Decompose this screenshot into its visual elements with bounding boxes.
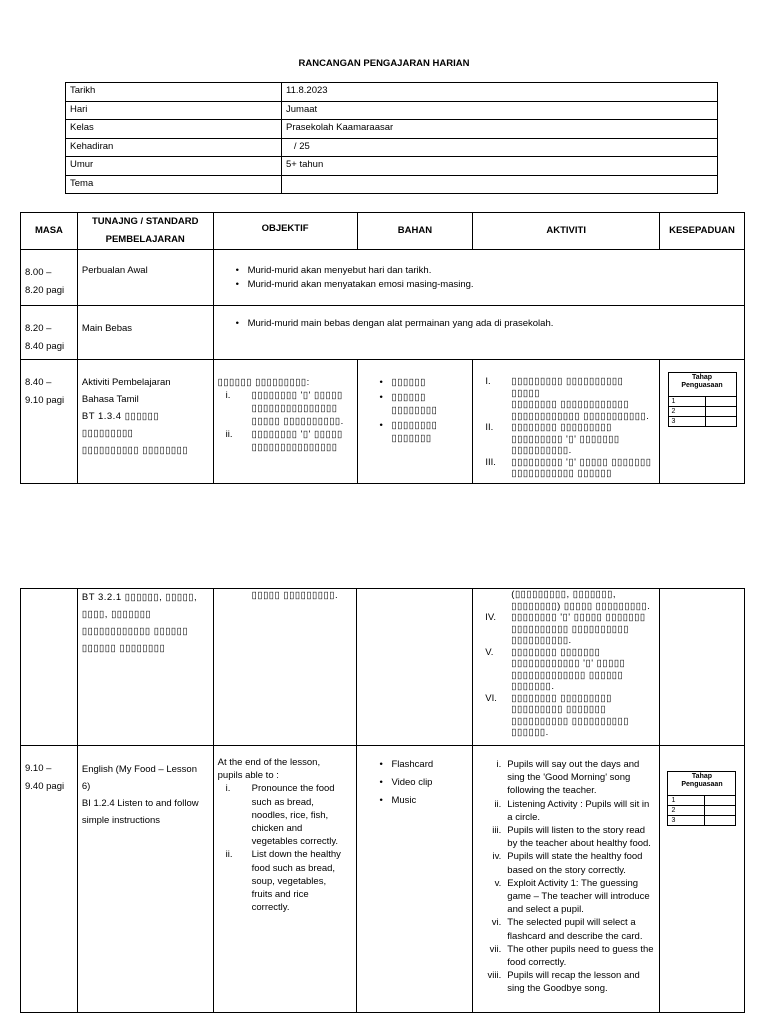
tunjang-cell <box>77 360 213 484</box>
tunjang-cell <box>77 589 213 746</box>
info-label: Tarikh <box>66 83 282 102</box>
item-number: iii. <box>492 825 502 837</box>
list-item <box>477 376 655 422</box>
info-label: Hari <box>66 101 282 120</box>
info-label: Kehadiran <box>66 138 282 157</box>
table-row <box>21 746 745 1013</box>
list-item <box>477 969 655 995</box>
masa-cell <box>21 306 78 360</box>
item-number: III. <box>485 456 496 468</box>
item-line: ▯▯▯▯▯▯▯▯▯ ▯▯▯▯▯▯▯▯▯▯ ▯▯▯▯▯ <box>511 376 624 399</box>
tunjang-line: BT 1.3.4 ▯▯▯▯▯▯ ▯▯▯▯▯▯▯▯▯ <box>81 411 160 439</box>
item-line: ▯▯▯▯▯▯▯▯ ▯▯▯▯▯▯▯▯▯ <box>511 422 612 433</box>
item-line: ▯▯▯▯▯▯▯▯▯▯ ▯▯▯▯▯▯▯▯▯▯ <box>511 715 629 727</box>
page-title: RANCANGAN PENGAJARAN HARIAN <box>298 58 470 69</box>
list-item <box>218 428 353 454</box>
list-item <box>477 422 655 457</box>
info-value: Jumaat <box>282 101 718 120</box>
tahap-level: 1 <box>668 397 705 407</box>
header-tunjang: TUNAJNG / STANDARD PEMBELAJARAN <box>77 213 213 250</box>
tahap-level: 3 <box>668 417 705 427</box>
tunjang-line: ▯▯▯▯▯▯ ▯▯▯▯▯▯▯▯ <box>81 643 166 654</box>
list-item <box>477 850 655 876</box>
info-row-hari <box>66 101 718 120</box>
item-text: Pupils will recap the lesson and sing the Goodbye song. <box>507 970 640 995</box>
tahap-level: 3 <box>668 816 705 826</box>
masa-cell <box>21 360 78 484</box>
aktiviti-cell <box>473 746 660 1013</box>
list-item <box>218 782 353 848</box>
list-item: • ▯▯▯▯▯▯▯▯ ▯▯▯▯▯▯▯ <box>380 419 469 445</box>
list-item <box>477 758 655 798</box>
item-line: ▯▯▯▯▯▯▯▯ ▯▯▯▯▯▯▯▯▯▯▯▯ <box>511 399 630 410</box>
aktiviti-list <box>477 612 655 739</box>
item-text: Pupils will say out the days and sing the 'Good Morning' song following the teacher. <box>507 759 640 797</box>
tahap-score <box>705 796 736 806</box>
aktiviti-continued: (▯▯▯▯▯▯▯▯▯, ▯▯▯▯▯▯▯, <box>511 589 617 600</box>
list-item <box>218 848 353 914</box>
masa-start: 8.20 – <box>25 323 52 334</box>
info-value <box>282 175 718 194</box>
item-line: ▯▯▯▯▯▯▯▯ ▯▯▯▯▯▯▯▯▯ <box>511 692 612 704</box>
objektif-list <box>218 389 353 454</box>
item-text: List down the healthy food such as bread, soup, vegetables, fruits and rice correctly. <box>251 849 341 914</box>
item-number: iv. <box>492 851 502 863</box>
item-line: ▯▯▯▯▯ ▯▯▯▯▯▯▯▯▯▯. <box>251 416 344 427</box>
list-item: • ▯▯▯▯▯▯ ▯▯▯▯▯▯▯▯ <box>380 391 469 417</box>
item-number: viii. <box>487 970 502 982</box>
item-text: Exploit Activity 1: The guessing game – The teacher will introduce and select a pupil. <box>507 877 650 916</box>
info-label: Umur <box>66 157 282 176</box>
list-item <box>477 943 655 969</box>
table-row <box>21 360 745 484</box>
tahap-score <box>705 417 736 427</box>
list-item <box>477 647 655 693</box>
header-objektif: OBJEKTIF <box>213 213 357 250</box>
masa-end: 9.10 pagi <box>25 395 65 406</box>
list-item <box>477 877 655 917</box>
item-line: ▯▯▯▯▯▯▯▯▯▯▯▯ ▯▯▯▯▯▯▯▯▯▯▯. <box>511 410 650 422</box>
item-line: ▯▯▯▯▯▯▯. <box>511 681 555 692</box>
tunjang-line: ▯▯▯▯, ▯▯▯▯▯▯▯ <box>81 609 152 620</box>
list-item: • Murid-murid main bebas dengan alat permainan yang ada di prasekolah. <box>236 317 740 331</box>
header-kesepaduan: KESEPADUAN <box>660 213 745 250</box>
info-row-kehadiran <box>66 138 718 157</box>
point-list <box>218 317 740 331</box>
masa-start: 9.10 – <box>25 763 52 774</box>
item-line: ▯▯▯▯▯▯▯▯▯ '▯' ▯▯▯▯▯▯▯ <box>511 433 620 445</box>
item-number: i. <box>225 390 231 401</box>
schedule-table <box>20 212 745 484</box>
tahap-score <box>705 806 736 816</box>
item-line: ▯▯▯▯▯▯▯▯▯ ▯▯▯▯▯▯▯ <box>511 704 607 715</box>
bahan-list <box>361 756 468 810</box>
objektif-intro: At the end of the lesson, <box>217 757 321 768</box>
info-row-tarikh <box>66 83 718 102</box>
info-value: 11.8.2023 <box>282 83 718 102</box>
header-bahan: BAHAN <box>357 213 473 250</box>
list-item <box>477 798 655 824</box>
item-line: ▯▯▯▯▯▯▯▯▯▯. <box>511 445 572 456</box>
item-line: ▯▯▯▯▯▯▯▯▯▯▯▯▯ ▯▯▯▯▯▯ <box>511 669 624 681</box>
objektif-intro: pupils able to : <box>217 770 279 782</box>
item-number: i. <box>225 783 231 795</box>
info-label: Tema <box>66 175 282 194</box>
header-masa: MASA <box>21 213 78 250</box>
point-list <box>218 264 740 291</box>
masa-start: 8.00 – <box>25 267 52 278</box>
info-row-kelas <box>66 120 718 139</box>
list-item: • Music <box>379 792 468 810</box>
info-row-tema <box>66 175 718 194</box>
objektif-intro: ▯▯▯▯▯▯ ▯▯▯▯▯▯▯▯▯: <box>217 377 310 388</box>
tahap-level: 2 <box>668 407 705 417</box>
tunjang-line: English (My Food – Lesson <box>81 764 197 775</box>
objektif-cell <box>213 360 357 484</box>
table-row <box>21 250 745 306</box>
tunjang-cell: Perbualan Awal <box>77 250 213 306</box>
tunjang-cell: Main Bebas <box>77 306 213 360</box>
info-value: / 25 <box>282 138 718 157</box>
item-number: V. <box>485 646 494 658</box>
list-item <box>477 824 655 850</box>
tunjang-line: simple instructions <box>81 815 161 826</box>
item-line: ▯▯▯▯▯▯▯▯▯ '▯' ▯▯▯▯▯ ▯▯▯▯▯▯▯ <box>511 456 652 468</box>
aktiviti-cell <box>473 360 660 484</box>
info-table <box>65 82 718 194</box>
tahap-penguasaan-table <box>667 771 736 826</box>
item-number: IV. <box>485 612 497 623</box>
objektif-cell <box>213 250 744 306</box>
tahap-score <box>705 816 736 826</box>
masa-end: 9.40 pagi <box>25 781 65 792</box>
bahan-cell <box>357 746 473 1013</box>
item-line: ▯▯▯▯▯▯▯▯▯▯▯ ▯▯▯▯▯▯ <box>511 468 612 479</box>
item-line: ▯▯▯▯▯▯▯▯ '▯' ▯▯▯▯▯ <box>251 390 343 401</box>
objektif-continued: ▯▯▯▯▯ ▯▯▯▯▯▯▯▯▯. <box>251 590 339 601</box>
aktiviti-continued: ▯▯▯▯▯▯▯▯) ▯▯▯▯▯ ▯▯▯▯▯▯▯▯▯. <box>511 600 651 612</box>
aktiviti-cell <box>473 589 660 746</box>
item-line: ▯▯▯▯▯▯▯▯▯▯▯▯▯▯▯ <box>251 403 338 414</box>
info-value: Prasekolah Kaamaraasar <box>282 120 718 139</box>
masa-cell <box>21 746 78 1013</box>
tunjang-line: BI 1.2.4 Listen to and follow <box>81 798 199 809</box>
kesepaduan-cell <box>660 360 745 484</box>
list-item <box>477 612 655 647</box>
item-number: I. <box>485 376 491 387</box>
tahap-score <box>705 397 736 407</box>
objektif-cell <box>213 306 744 360</box>
masa-end: 8.40 pagi <box>25 341 65 352</box>
item-line: ▯▯▯▯▯▯▯▯▯▯▯▯ '▯' ▯▯▯▯▯ <box>511 658 626 669</box>
tunjang-line: BT 3.2.1 ▯▯▯▯▯▯, ▯▯▯▯▯, <box>81 592 198 603</box>
item-line: ▯▯▯▯▯▯▯▯ ▯▯▯▯▯▯▯ <box>511 646 601 658</box>
info-value: 5+ tahun <box>282 157 718 176</box>
objektif-cell <box>213 589 357 746</box>
aktiviti-list <box>477 376 655 480</box>
masa-end: 8.20 pagi <box>25 285 65 296</box>
table-row <box>21 306 745 360</box>
list-item: • Murid-murid akan menyatakan emosi masing-masing. <box>236 278 740 292</box>
objektif-cell <box>213 746 357 1013</box>
tahap-level: 2 <box>668 806 705 816</box>
item-text: Pupils will listen to the story read by the teacher about healthy food. <box>507 825 651 850</box>
bahan-cell <box>357 360 473 484</box>
header-aktiviti: AKTIVITI <box>473 213 660 250</box>
list-item <box>477 457 655 480</box>
list-item <box>218 389 353 428</box>
tunjang-line: Bahasa Tamil <box>81 394 139 405</box>
tunjang-cell <box>77 746 213 1013</box>
item-line: ▯▯▯▯▯▯. <box>511 727 549 738</box>
item-line: ▯▯▯▯▯▯▯▯ '▯' ▯▯▯▯▯ ▯▯▯▯▯▯▯ <box>511 612 646 623</box>
list-item: • Flashcard <box>379 756 468 774</box>
masa-cell <box>21 250 78 306</box>
bahan-list <box>362 376 469 445</box>
schedule-table-continued <box>20 588 745 1013</box>
item-text: Pronounce the food such as bread, noodles, rice, fish, chicken and vegetables correctly. <box>251 783 339 848</box>
item-number: vi. <box>491 917 502 929</box>
tahap-score <box>705 407 736 417</box>
table-row <box>21 589 745 746</box>
tunjang-line: ▯▯▯▯▯▯▯▯▯▯▯▯ ▯▯▯▯▯▯ <box>81 626 189 637</box>
kesepaduan-cell <box>659 589 744 746</box>
masa-start: 8.40 – <box>25 377 52 388</box>
tunjang-line: 6) <box>81 781 91 792</box>
list-item: • ▯▯▯▯▯▯ <box>380 376 469 389</box>
kesepaduan-cell <box>659 746 744 1013</box>
item-number: II. <box>485 422 494 433</box>
info-row-umur <box>66 157 718 176</box>
tunjang-line: Aktiviti Pembelajaran <box>81 377 171 388</box>
item-text: The other pupils need to guess the food correctly. <box>507 943 654 969</box>
tahap-level: 1 <box>668 796 705 806</box>
item-number: ii. <box>225 429 233 440</box>
tunjang-line: ▯▯▯▯▯▯▯▯▯▯ ▯▯▯▯▯▯▯▯ <box>81 445 189 456</box>
list-item: • Murid-murid akan menyebut hari dan tarikh. <box>236 264 740 278</box>
item-number: vii. <box>489 943 502 955</box>
item-text: The selected pupil will select a flashcard and describe the card. <box>507 917 643 942</box>
bahan-cell <box>357 589 473 746</box>
item-text: Listening Activity : Pupils will sit in a circle. <box>507 798 650 823</box>
tahap-title: Tahap Penguasaan <box>668 772 736 796</box>
item-number: v. <box>494 877 502 889</box>
item-line: ▯▯▯▯▯▯▯▯▯▯ ▯▯▯▯▯▯▯▯▯▯ <box>511 623 629 635</box>
item-number: ii. <box>225 849 233 861</box>
aktiviti-list <box>477 758 655 996</box>
masa-cell <box>21 589 78 746</box>
list-item <box>477 693 655 739</box>
item-line: ▯▯▯▯▯▯▯▯▯▯. <box>511 635 572 646</box>
info-label: Kelas <box>66 120 282 139</box>
header-row <box>21 213 745 250</box>
objektif-list <box>218 782 353 914</box>
item-line: ▯▯▯▯▯▯▯▯▯▯▯▯▯▯▯ <box>251 442 338 453</box>
tahap-penguasaan-table <box>668 372 737 427</box>
item-line: ▯▯▯▯▯▯▯▯ '▯' ▯▯▯▯▯ <box>251 429 343 440</box>
tahap-title: Tahap Penguasaan <box>668 373 736 397</box>
list-item: • Video clip <box>379 774 468 792</box>
item-number: VI. <box>485 692 497 704</box>
item-text: Pupils will state the healthy food based on the story correctly. <box>507 851 643 876</box>
item-number: i. <box>496 759 502 770</box>
item-number: ii. <box>494 798 502 810</box>
list-item <box>477 916 655 942</box>
